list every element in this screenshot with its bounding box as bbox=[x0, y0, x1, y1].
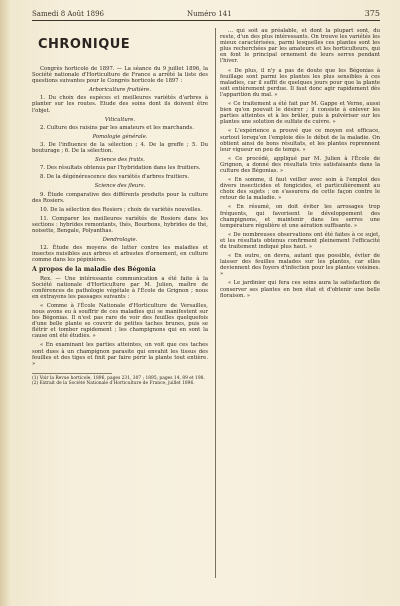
paragraph: 9. Étude comparative des différents produits pour la culture des Rosiers. bbox=[32, 191, 208, 204]
header-rule bbox=[32, 20, 380, 21]
right-column bbox=[220, 28, 380, 302]
section-heading: Science des fleurs. bbox=[94, 183, 146, 190]
paragraph: « En outre, on devra, autant que possible, éviter de laisser des feuilles malades sur les plantes, car elles deviennent des foyers d'infection pour les plantes voisines. » bbox=[220, 253, 380, 278]
page-title: CHRONIQUE bbox=[38, 37, 131, 52]
left-column bbox=[32, 30, 208, 386]
paragraph: « En somme, il faut veiller avec soin à l'emploi des divers insecticides et fongicides, et particulièrement au choix des sujets ; on s'assurera de cette façon contre le retour de la maladie. » bbox=[220, 177, 380, 202]
paragraph: 8. De la dégénérescence des variétés d'arbres fruitiers. bbox=[40, 174, 190, 181]
footnote: (2) Extrait de la Société Nationale d'Horticulture de France, juillet 1896. bbox=[32, 380, 195, 386]
paragraph: Rex. — Une intéressante communication a été faite à la Société nationale d'Horticulture par M. Julien, maître de conférences de pathologie végétale à l'École de Grignon ; nous en extrayons les passages suivants : bbox=[32, 275, 208, 300]
paragraph: ... qui soit au préalable, et dont la plupart sont, du reste, d'un des plus intéressants. On trouve les variétés les mieux caractérisées, parmi lesquelles ces plantes sont les plus recherchées par les amateurs et les horticulteurs, qui en font le principal ornement de leurs serres pendant l'hiver. bbox=[220, 28, 380, 65]
article-title: A propos de la maladie des Bégonia bbox=[32, 266, 156, 274]
column-divider bbox=[215, 28, 216, 578]
header-issue: Numéro 141 bbox=[187, 10, 232, 18]
paragraph: « Le jardinier qui fera ces soins aura la satisfaction de conserver ses plantes en bon état et d'obtenir une belle floraison. » bbox=[220, 280, 380, 299]
section-heading: Science des fruits. bbox=[95, 157, 145, 164]
page-header bbox=[32, 8, 380, 24]
paragraph: Congrès horticole de 1897. — La séance du 9 juillet 1896, la Société nationale d'Horticulture de France a arrêté la liste des questions suivantes pour le Congrès horticole de 1897 : bbox=[32, 66, 208, 85]
paragraph: « En résumé, on doit éviter les arrosages trop fréquents, qui favorisent le développement des champignons, et maintenir dans les serres une température régulière et une aération suffisante. » bbox=[220, 204, 380, 229]
paragraph: 12. Étude des moyens de lutter contre les maladies et insectes nuisibles aux arbres et arbustes d'ornement, en culture comme dans les pépinières. bbox=[32, 245, 208, 264]
section-heading: Viticulture. bbox=[104, 116, 136, 123]
paragraph: « Comme à l'École Nationale d'Horticulture de Versailles, nous avons eu à souffrir de ces maladies qui se manifestent sur les Bégonias. Il n'est pas rare de voir des feuilles quelquefois d'une belle plante se couvrir de petites taches brunes, puis se flétrir et tomber rapidement ; les champignons qui en sont la cause ont été étudiés. » bbox=[32, 302, 208, 340]
section-heading: Arboriculture fruitière. bbox=[88, 87, 152, 94]
paragraph: 1. Du choix des espèces et meilleures variétés d'arbres à planter sur les routes. Etude des soins dont ils doivent être l'objet. bbox=[32, 95, 208, 114]
paragraph: 2. Culture des raisins par les amateurs et les marchands. bbox=[40, 124, 194, 131]
paragraph: « Ce procédé, appliqué par M. Julien à l'École de Grignon, a donné des résultats très satisfaisants dans la culture des Bégonias. » bbox=[220, 155, 380, 174]
section-heading: Dendrologie. bbox=[102, 237, 138, 244]
paragraph: 3. De l'influence de la sélection ; 4. De la greffe ; 5. Du bouturage ; 6. De la sélection. bbox=[32, 141, 208, 155]
header-page-number: 375 bbox=[364, 9, 380, 18]
paragraph: 11. Comparer les meilleures variétés de Rosiers dans les sections : hybrides remontants, thés, Bourbons, hybrides de thé, noisette, Bengale, Polyanthas. bbox=[32, 215, 208, 234]
paragraph: « De plus, il n'y a pas de doute que les Bégonias à feuillage sont parmi les plantes les plus sensibles à ces maladies, car il suffit de quelques jours pour que la plante soit entièrement perdue. Il faut donc agir rapidement dès l'apparition du mal. » bbox=[220, 67, 380, 98]
header-date: Samedi 8 Août 1896 bbox=[32, 10, 105, 18]
paragraph: « L'expérience a prouvé que ce moyen est efficace, surtout lorsqu'on l'emploie dès le début de la maladie. On obtient ainsi de bons résultats, et les plantes reprennent leur vigueur en peu de temps. » bbox=[220, 128, 380, 153]
paragraph: « De nombreuses observations ont été faites à ce sujet, et les résultats obtenus confirment pleinement l'efficacité du traitement indiqué plus haut. » bbox=[220, 231, 380, 250]
paragraph: 7. Des résultats obtenus par l'hybridation dans les fruitiers. bbox=[40, 165, 201, 172]
paragraph: 10. De la sélection des Rosiers ; choix de variétés nouvelles. bbox=[40, 206, 202, 213]
section-heading: Pomologie générale. bbox=[92, 133, 148, 140]
page-spine bbox=[0, 0, 10, 606]
footnote: (1) Voir la Revue horticole, 1896, pages 231, 307 ; 1895, pages 14, 89 et 198. bbox=[32, 375, 205, 381]
paragraph: « En examinant les parties atteintes, on voit que ces taches sont dues à un champignon parasite qui envahit les tissus des feuilles et des tiges et finit par faire périr la plante tout entière. » bbox=[32, 342, 208, 367]
paragraph: « Ce traitement a été fait par M. Gappe et Verne, aussi bien qu'on pouvait le désirer ; il consiste à enlever les parties atteintes et à les brûler, puis à pulvériser sur les plantes une solution de sulfate de cuivre. » bbox=[220, 101, 380, 126]
